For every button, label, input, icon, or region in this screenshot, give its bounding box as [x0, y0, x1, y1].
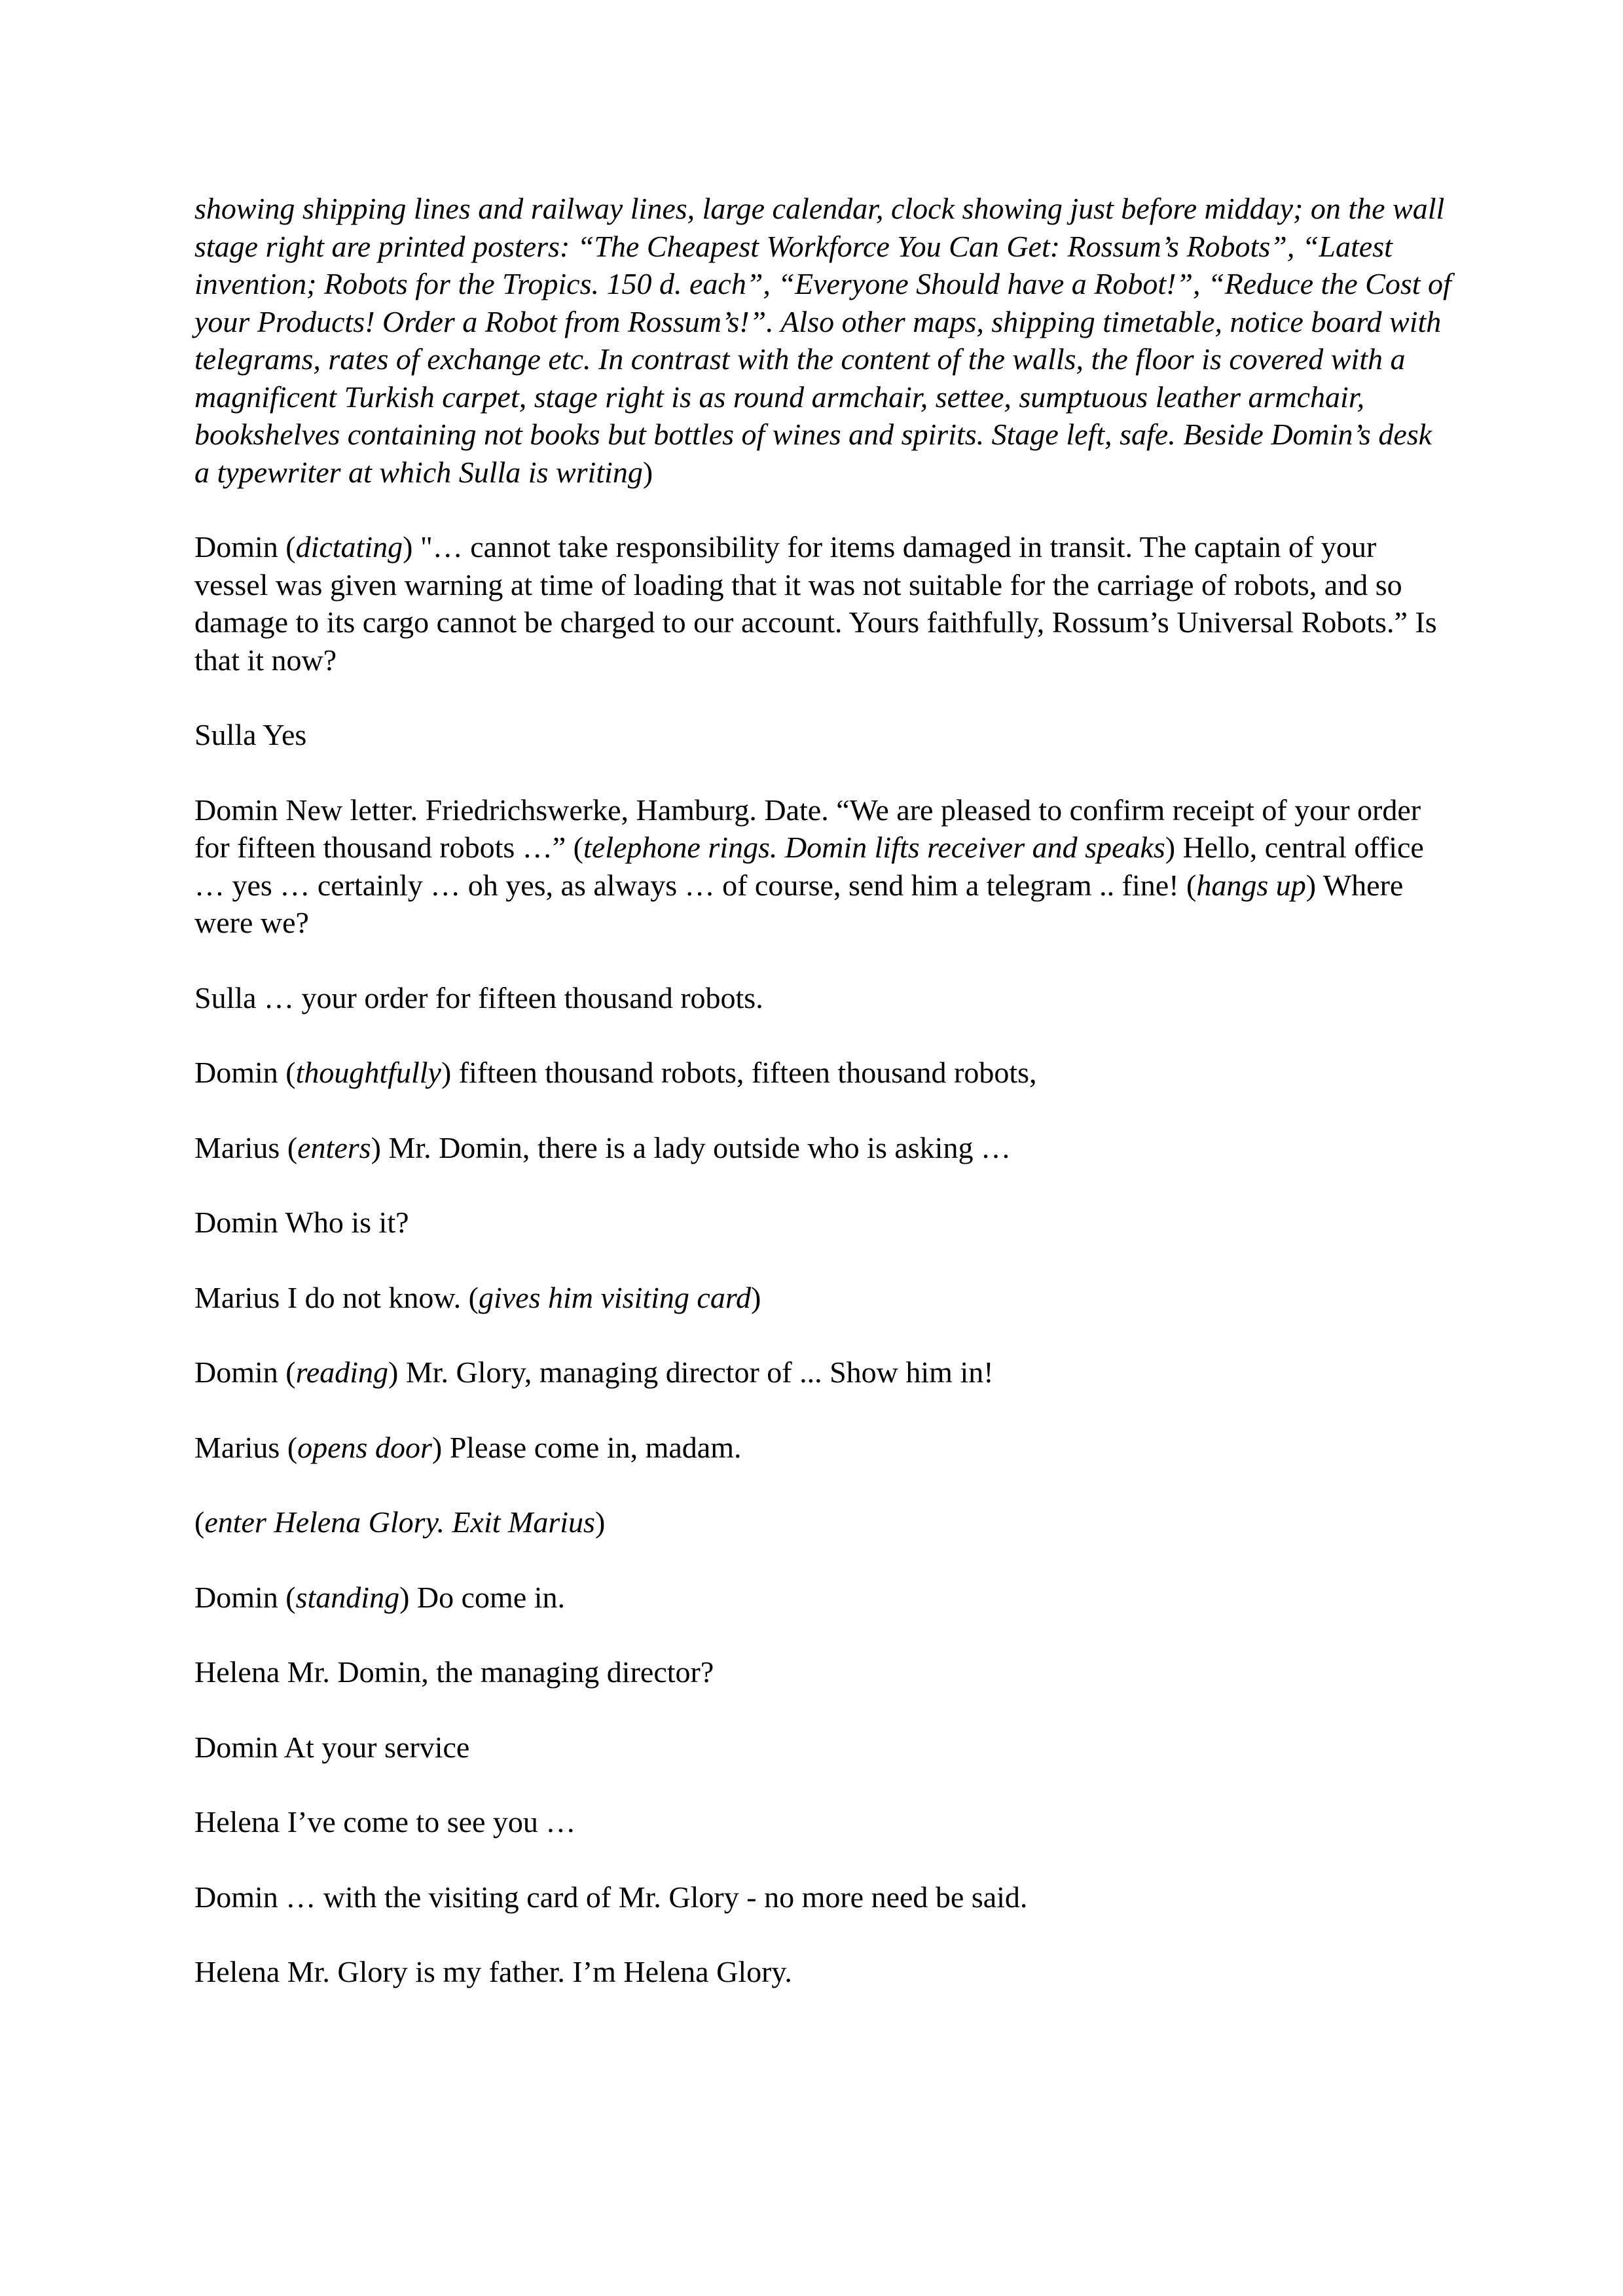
dialogue-line	[194, 1054, 1451, 1092]
dialogue-line	[194, 1354, 1451, 1391]
text-segment: Marius (	[194, 1430, 298, 1464]
text-segment: Helena I’ve come to see you …	[194, 1805, 576, 1839]
stage-direction: hangs up	[1196, 868, 1306, 902]
text-segment: Domin At your service	[194, 1730, 470, 1764]
text-segment: Domin Who is it?	[194, 1206, 409, 1239]
text-segment: ) Do come in.	[399, 1580, 566, 1614]
text-segment: showing shipping lines and railway lines, large calendar, clock showing just before midday; on the wall stage right are printed posters: “The Cheapest Workforce You Can Get: Rossum’s Robots”, “Latest invention; Robots for the Tropics. 150 d. each”, “Everyone Should have a Robot!”, “Reduce the Cost of your Products! Order a Robot from Rossum’s!”. Also other maps, shipping timetable, notice board with telegrams, rates of exchange etc. In contrast with the content of the walls, the floor is covered with a magnificent Turkish carpet, stage right is as round armchair, settee, sumptuous leather armchair, bookshelves containing not books but bottles of wines and spirits. Stage left, safe. Beside Domin’s desk a typewriter at which Sulla is writing	[194, 192, 1451, 489]
text-segment: ) Where were we?	[194, 868, 1404, 939]
dialogue-line	[194, 791, 1451, 942]
text-segment: Domin (	[194, 530, 296, 564]
dialogue-line	[194, 979, 1451, 1017]
dialogue-line	[194, 1878, 1451, 1916]
dialogue-line	[194, 1429, 1451, 1467]
stage-direction: dictating	[295, 530, 403, 564]
dialogue-line	[194, 1803, 1451, 1841]
text-segment: (	[194, 1505, 205, 1539]
text-segment: )	[642, 455, 653, 489]
dialogue-line	[194, 1653, 1451, 1691]
dialogue-line	[194, 1953, 1451, 1991]
dialogue-line	[194, 1204, 1451, 1242]
stage-direction-line	[194, 1503, 1451, 1541]
text-segment: Helena Mr. Domin, the managing director?	[194, 1655, 714, 1689]
text-segment: ) fifteen thousand robots, fifteen thousand robots,	[441, 1056, 1037, 1089]
text-segment: ) "… cannot take responsibility for items damaged in transit. The captain of your vessel was given warning at time of loading that it was not suitable for the carriage of robots, and so damage to its cargo cannot be charged to our account. Yours faithfully, Rossum’s Universal Robots.” Is that it now?	[194, 530, 1437, 677]
stage-direction: enter Helena Glory. Exit Marius	[204, 1505, 595, 1539]
stage-direction: standing	[295, 1580, 400, 1614]
stage-direction: reading	[295, 1355, 389, 1389]
text-segment: )	[594, 1505, 606, 1539]
text-segment: Sulla … your order for fifteen thousand robots.	[194, 980, 763, 1014]
stage-direction-paragraph	[194, 190, 1451, 491]
text-segment: Sulla Yes	[194, 718, 307, 751]
text-segment: Domin (	[194, 1580, 296, 1614]
text-segment: Domin … with the visiting card of Mr. Glory - no more need be said.	[194, 1880, 1028, 1914]
stage-direction: gives him visiting card	[478, 1280, 752, 1314]
text-segment: Domin (	[194, 1056, 296, 1089]
stage-direction: opens door	[297, 1430, 432, 1464]
text-segment: Helena Mr. Glory is my father. I’m Helena Glory.	[194, 1955, 792, 1988]
text-segment: Domin (	[194, 1355, 296, 1389]
dialogue-line	[194, 1129, 1451, 1167]
dialogue-line	[194, 1279, 1451, 1317]
text-segment: ) Mr. Domin, there is a lady outside who is asking …	[371, 1130, 1011, 1164]
text-segment: ) Mr. Glory, managing director of ... Show him in!	[388, 1355, 994, 1389]
text-segment: ) Hello, central office … yes … certainly … oh yes, as always … of course, send him a telegram .. fine! (	[194, 831, 1424, 902]
text-segment: Domin New letter. Friedrichswerke, Hamburg. Date. “We are pleased to confirm receipt of your order for fifteen thousand robots …” (	[194, 793, 1421, 864]
text-segment: Marius I do not know. (	[194, 1280, 479, 1314]
text-segment: Marius (	[194, 1130, 298, 1164]
stage-direction: enters	[297, 1130, 371, 1164]
script-body	[194, 190, 1451, 2028]
text-segment: )	[751, 1280, 761, 1314]
stage-direction: thoughtfully	[295, 1056, 441, 1089]
text-segment: ) Please come in, madam.	[431, 1430, 742, 1464]
dialogue-line	[194, 716, 1451, 754]
dialogue-line	[194, 1579, 1451, 1617]
dialogue-line	[194, 528, 1451, 679]
stage-direction: telephone rings. Domin lifts receiver and speaks	[583, 831, 1165, 864]
dialogue-line	[194, 1729, 1451, 1767]
